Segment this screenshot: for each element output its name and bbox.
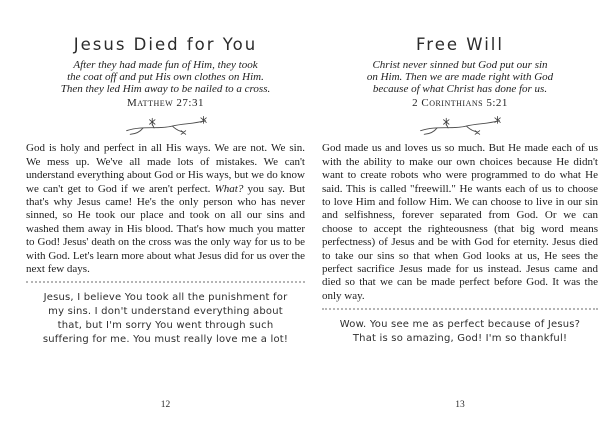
page-left [26, 0, 305, 432]
prayer-text: Jesus, I believe You took all the punishment for my sins. I don't understand everything about that, but I'm sorry You went through such suffering for me. You must really love me a lot! [42, 292, 289, 346]
page-number: 12 [160, 400, 171, 410]
page-title: Free Will [416, 35, 504, 54]
page-right [322, 0, 598, 432]
twig-ornament-icon [415, 116, 505, 138]
scripture-reference: Matthew 27:31 [127, 97, 204, 110]
page-number: 13 [455, 400, 465, 410]
dotted-divider [26, 281, 305, 283]
dotted-divider [322, 308, 598, 310]
scripture-verse: After they had made fun of Him, they took the coat off and put His own clothes on Him. Then they led Him away to be nailed to a cross. [60, 59, 271, 95]
body-paragraph: God made us and loves us so much. But He made each of us with the ability to make our own choices because He didn't want to create robots who were programmed to do what He said. This is called "freewill." He wants each of us to choose to love Him and follow Him. We can choose to live in our sin and selfishness, forever separated from God. Or we can choose to accept the righteousness (that big word means perfectness) of Jesus and be with God for eternity. Jesus died to take our sins so that when God looks at us, He sees the perfect sacrifice Jesus made for us instead. Jesus came and died so that we can be made perfect before God. It was the only way. [322, 142, 598, 302]
scripture-verse: Christ never sinned but God put our sin on Him. Then we are made right with God because of what Christ has done for us. [366, 59, 554, 95]
twig-ornament-icon [121, 116, 211, 138]
body-paragraph: God is holy and perfect in all His ways. We are not. We sin. We mess up. We've all made lots of mistakes. We can't understand everything about God or His ways, but we do know we can't get to God if we aren't perfect. What? you say. But that's why Jesus came! He's the only person who has never sinned, so He took our place and took on all our sins and washed them away in His blood. That's how much you matter to God! Jesus' death on the cross was the only way for us to be with God. Let's learn more about what Jesus did for us over the next few days. [26, 142, 305, 276]
prayer-text: Wow. You see me as perfect because of Jesus? That is so amazing, God! I'm so thankful! [339, 319, 581, 345]
scripture-reference: 2 Corinthians 5:21 [412, 97, 508, 110]
page-title: Jesus Died for You [73, 35, 258, 54]
